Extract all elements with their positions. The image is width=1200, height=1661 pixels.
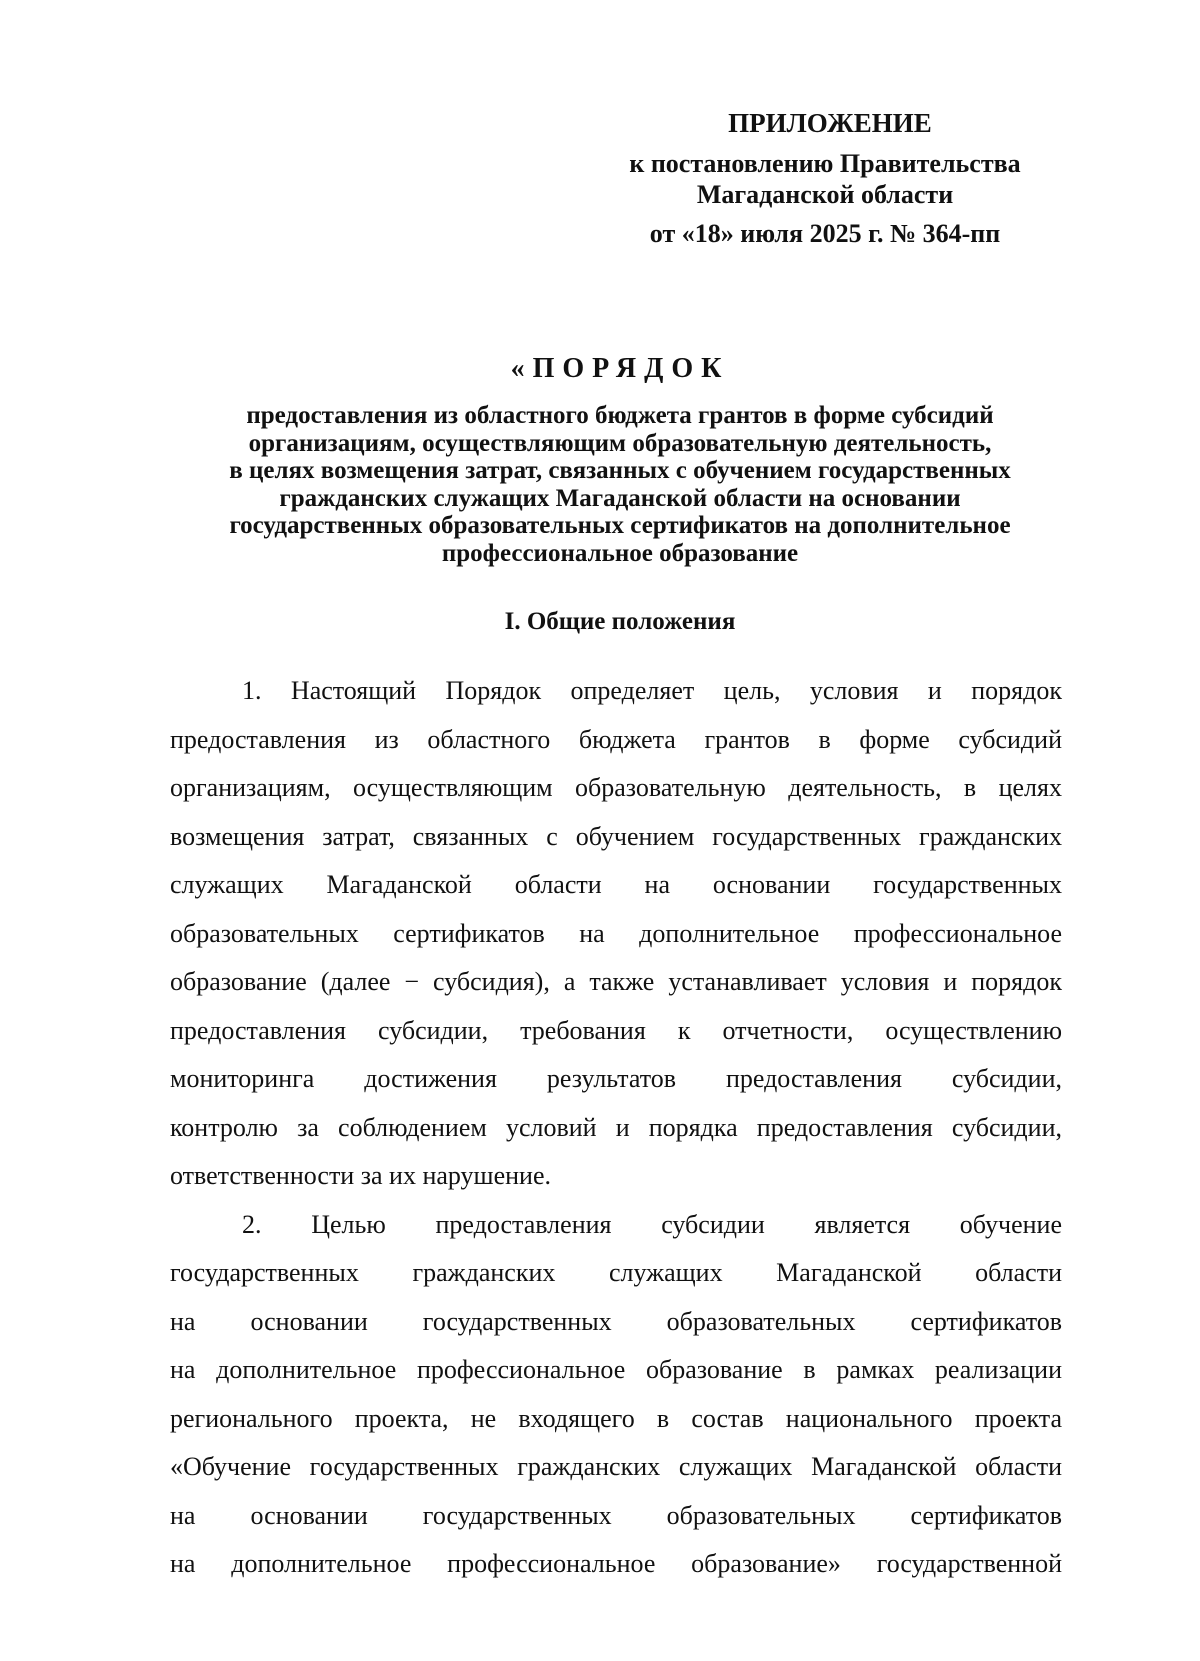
paragraph-1 bbox=[170, 667, 1062, 1201]
decree-date-number: от «18» июля 2025 г. № 364-пп bbox=[649, 219, 1001, 248]
paragraph-line: образовательных сертификатов на дополнительное профессиональное bbox=[170, 918, 1062, 948]
decree-line-1: к постановлению Правительства bbox=[629, 149, 1021, 178]
subtitle-line: профессиональное образование bbox=[441, 539, 799, 567]
paragraph-line: регионального проекта, не входящего в состав национального проекта bbox=[170, 1403, 1062, 1433]
subtitle-line: организациям, осуществляющим образовательную деятельность, bbox=[248, 429, 992, 457]
paragraph-line: 2. Целью предоставления субсидии является обучение bbox=[242, 1209, 1062, 1239]
appendix-title: ПРИЛОЖЕНИЕ bbox=[728, 108, 932, 138]
paragraph-line: на дополнительное профессиональное образование» государственной bbox=[170, 1549, 1062, 1578]
paragraph-line: государственных гражданских служащих Магаданской области bbox=[170, 1258, 1062, 1287]
approval-block bbox=[590, 108, 1060, 249]
paragraph-line: предоставления из областного бюджета грантов в форме субсидий bbox=[170, 724, 1062, 754]
section-heading: I. Общие положения bbox=[504, 608, 736, 635]
paragraph-line: на дополнительное профессиональное образование в рамках реализации bbox=[170, 1355, 1062, 1384]
paragraph-line: 1. Настоящий Порядок определяет цель, условия и порядок bbox=[242, 676, 1062, 705]
document-title bbox=[170, 352, 1070, 567]
paragraph-2 bbox=[170, 1201, 1062, 1589]
subtitle-line: предоставления из областного бюджета грантов в форме субсидий bbox=[246, 402, 994, 429]
paragraph-line: мониторинга достижения результатов предоставления субсидии, bbox=[170, 1064, 1062, 1093]
document-heading: «ПОРЯДОК bbox=[510, 353, 730, 384]
document-body bbox=[170, 667, 1062, 1589]
paragraph-line: служащих Магаданской области на основании государственных bbox=[170, 870, 1062, 899]
paragraph-line: «Обучение государственных гражданских служащих Магаданской области bbox=[170, 1452, 1062, 1481]
subtitle-line: государственных образовательных сертификатов на дополнительное bbox=[229, 512, 1011, 539]
paragraph-line: образование (далее − субсидия), а также устанавливает условия и порядок bbox=[170, 967, 1062, 996]
paragraph-line: организациям, осуществляющим образовательную деятельность, в целях bbox=[170, 773, 1062, 802]
paragraph-line: на основании государственных образовательных сертификатов bbox=[170, 1500, 1062, 1530]
subtitle-line: гражданских служащих Магаданской области на основании bbox=[279, 484, 961, 512]
decree-line-2: Магаданской области bbox=[696, 180, 954, 209]
paragraph-line: ответственности за их нарушение. bbox=[170, 1161, 551, 1190]
subtitle-line: в целях возмещения затрат, связанных с обучением государственных bbox=[229, 457, 1011, 484]
paragraph-line: предоставления субсидии, требования к отчетности, осуществлению bbox=[170, 1015, 1062, 1045]
paragraph-line: возмещения затрат, связанных с обучением государственных гражданских bbox=[170, 821, 1062, 851]
paragraph-line: контролю за соблюдением условий и порядка предоставления субсидии, bbox=[170, 1112, 1062, 1142]
paragraph-line: на основании государственных образовательных сертификатов bbox=[170, 1306, 1062, 1336]
document-subtitle bbox=[170, 402, 1070, 567]
